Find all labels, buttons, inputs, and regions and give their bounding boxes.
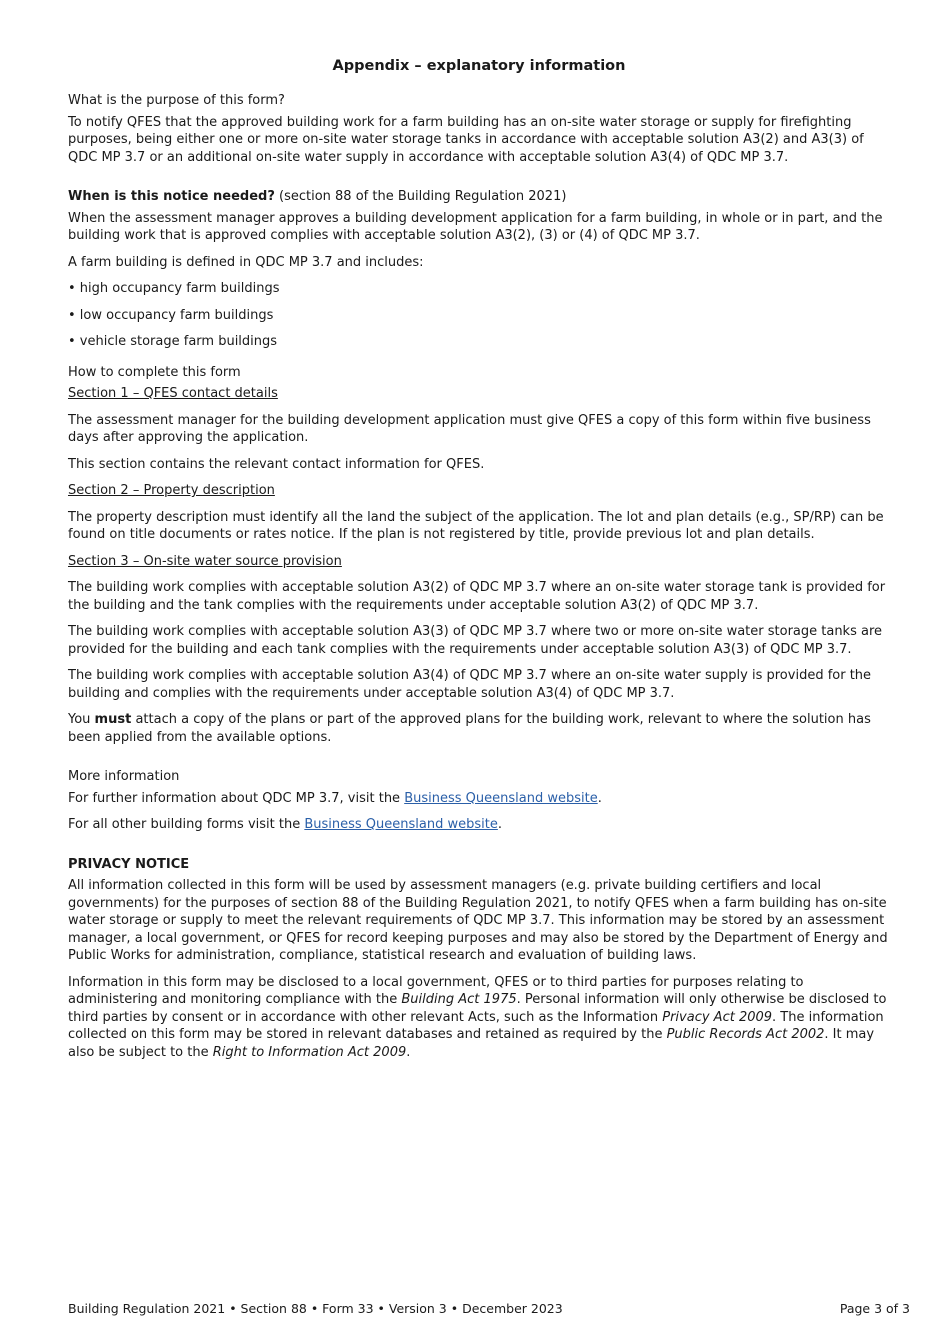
section1-p2: This section contains the relevant contact information for QFES. <box>68 456 485 472</box>
p4-pre: You <box>68 712 95 727</box>
when-text: When the assessment manager approves a building development application for a farm building, in whole or in part, and the building work that is approved complies with acceptable solution A3(2), (3) or (4) of QDC MP 3.7. <box>68 210 883 243</box>
page-title: Appendix – explanatory information <box>332 58 626 74</box>
section3-p2: The building work complies with acceptable solution A3(3) of QDC MP 3.7 where two or more on-site water storage tanks are provided for the building and each tank complies with the requirements under acceptable solution A3(3) of QDC MP 3.7. <box>68 624 883 657</box>
building-act: Building Act 1975 <box>401 992 517 1007</box>
section3-p3: The building work complies with acceptable solution A3(4) of QDC MP 3.7 where an on-site water supply is provided for the building and complies with the requirements under acceptable solution A3(4) of QDC MP 3.7. <box>68 668 872 701</box>
purpose-heading: What is the purpose of this form? <box>68 93 285 108</box>
page-footer <box>68 1300 910 1318</box>
when-heading-label: When is this notice needed? <box>68 189 275 204</box>
purpose-text: To notify QFES that the approved building work for a farm building has an on-site water storage or supply for firefighting purposes, being either one or more on-site water storage tanks in accordance with acceptable solution A3(2) and A3(3) of QDC MP 3.7 or an additional on-site water supply in accordance with acceptable solution A3(4) of QDC MP 3.7. <box>68 114 864 165</box>
line1-pre: For further information about QDC MP 3.7, visit the <box>68 790 405 806</box>
line2-post: . <box>497 817 502 832</box>
page-number: Page 3 of 3 <box>839 1301 910 1316</box>
document-body <box>68 56 890 1070</box>
section3-p1: The building work complies with acceptable solution A3(2) of QDC MP 3.7 where an on-site water storage tank is provided for the building and the tank complies with the requirements under acceptable solution A3(2) of QDC MP 3.7. <box>68 580 886 613</box>
privacy-act: Privacy Act 2009 <box>662 1009 773 1025</box>
p4-must: must <box>94 712 132 727</box>
privacy-p2-g: . It may also be subject to the <box>68 1027 875 1060</box>
public-records-act: Public Records Act 2002 <box>666 1027 825 1042</box>
privacy-p2 <box>68 974 890 1062</box>
privacy-p1: All information collected in this form will be used by assessment managers (e.g. private building certifiers and local governments) for the purposes of section 88 of the Building Regulation 2021, to notify QFES when a farm building has on-site water storage or supply to meet the relevant requirements of QDC MP 3.7. This information may be stored by an assessment manager, a local government, or QFES for record keeping purposes and may also be stored by the Department of Energy and Public Works for administration, compliance, statistical research and evaluation of building laws. <box>68 878 888 963</box>
more-info-line2 <box>68 816 890 834</box>
section1-title: Section 1 – QFES contact details <box>68 386 278 401</box>
footer-form-info: Building Regulation 2021 • Section 88 • Form 33 • Version 3 • December 2023 <box>68 1301 563 1316</box>
section2-p1: The property description must identify all the land the subject of the application. The lot and plan details (e.g., SP/RP) can be found on title documents or rates notice. If the plan is not registered by title, provide previous lot and plan details. <box>68 509 884 542</box>
bullet-item: • vehicle storage farm buildings <box>68 334 278 349</box>
privacy-p2-e: . The information collected on this form may be stored in relevant databases and retained as required by the <box>68 1009 884 1042</box>
business-queensland-link-2[interactable]: Business Queensland website <box>304 817 498 832</box>
more-info-heading: More information <box>68 769 180 784</box>
when-heading-suffix: (section 88 of the Building Regulation 2021) <box>274 189 567 204</box>
business-queensland-link-1[interactable]: Business Queensland website <box>404 790 598 806</box>
rti-act: Right to Information Act 2009 <box>212 1044 407 1060</box>
bullet-item: • low occupancy farm buildings <box>68 307 274 323</box>
section3-title: Section 3 – On-site water source provision <box>68 553 342 569</box>
section2-title: Section 2 – Property description <box>68 483 275 498</box>
section3-p4 <box>68 711 890 746</box>
line2-pre: For all other building forms visit the <box>68 817 305 832</box>
when-heading <box>68 188 890 206</box>
bullet-item: • high occupancy farm buildings <box>68 281 280 296</box>
line1-post: . <box>597 790 602 806</box>
privacy-p2-a: Information in this form may be disclosed to a local government, QFES or to third parties for purposes relating to administering and monitoring compliance with the <box>68 974 804 1007</box>
p4-post: attach a copy of the plans or part of the approved plans for the building work, relevant to where the solution has been applied from the available options. <box>68 712 871 745</box>
privacy-heading: PRIVACY NOTICE <box>68 856 190 872</box>
privacy-p2-c: . Personal information will only otherwise be disclosed to third parties by consent or in accordance with other relevant Acts, such as the Information <box>68 992 887 1025</box>
farm-building-definition: A farm building is defined in QDC MP 3.7 and includes: <box>68 254 424 270</box>
section1-p1: The assessment manager for the building development application must give QFES a copy of this form within five business days after approving the application. <box>68 412 871 445</box>
more-info-line1 <box>68 790 890 808</box>
how-heading: How to complete this form <box>68 364 241 380</box>
privacy-p2-i: . <box>406 1044 411 1060</box>
